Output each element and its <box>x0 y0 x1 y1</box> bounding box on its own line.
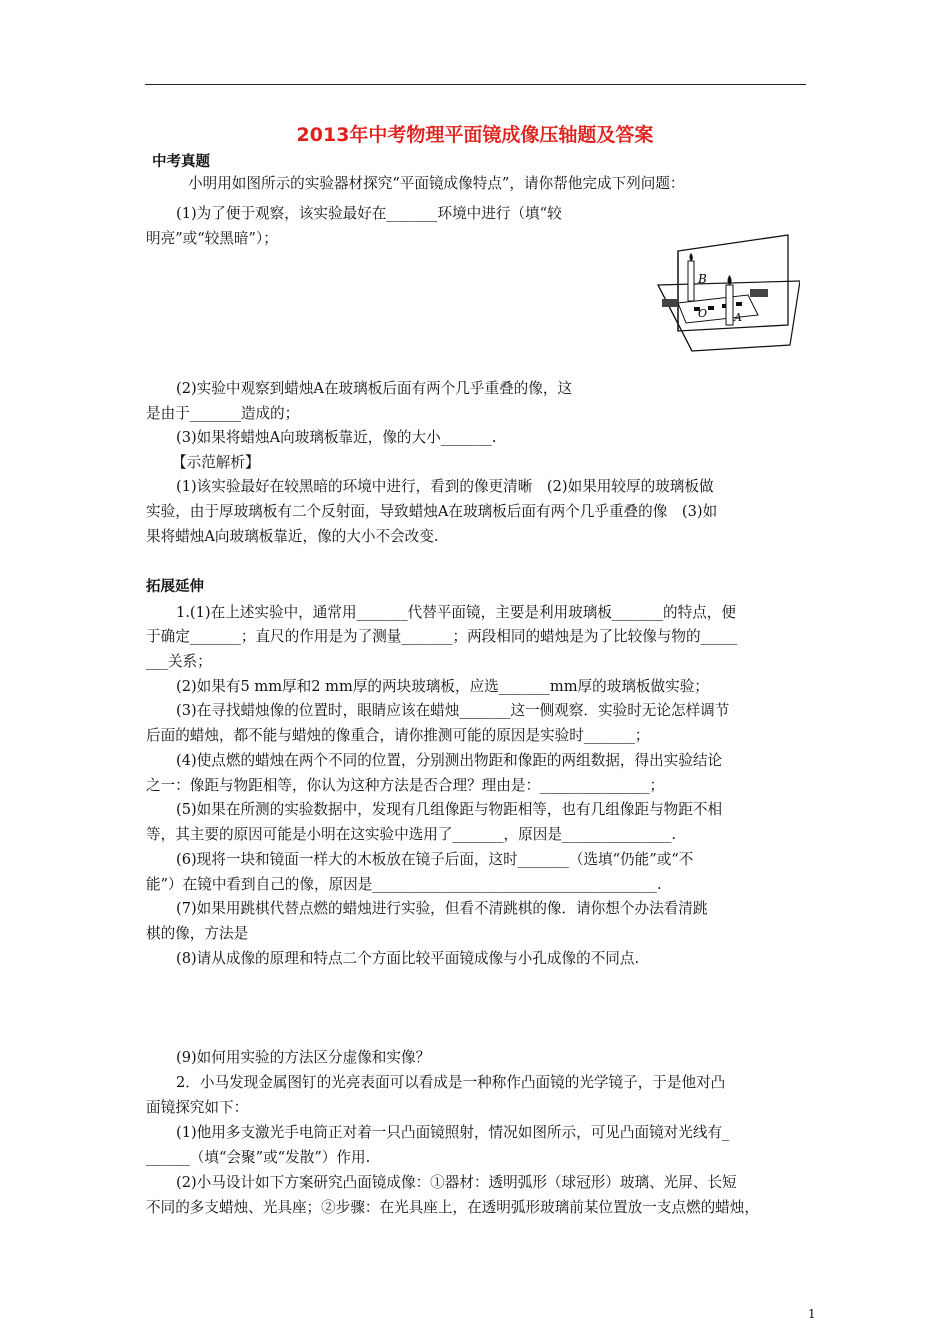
document-title: 2013年中考物理平面镜成像压轴题及答案 <box>296 124 654 146</box>
ext-4-line-1: (4)使点燃的蜡烛在两个不同的位置，分别测出物距和像距的两组数据，得出实验结论 <box>176 752 723 769</box>
ext-2: (2)如果有5 mm厚和2 mm厚的两块玻璃板，应选_______mm厚的玻璃板做实验； <box>176 678 709 695</box>
intro-paragraph: 小明用如图所示的实验器材探究“平面镜成像特点”，请你帮他完成下列问题： <box>188 175 685 192</box>
figure-label-a: A <box>734 311 742 324</box>
ext-1-line-1: 1.(1)在上述实验中，通常用_______代替平面镜，主要是利用玻璃板_______的特点，便 <box>176 604 736 621</box>
ext-7-line-1: (7)如果用跳棋代替点燃的蜡烛进行实验，但看不清跳棋的像．请你想个办法看清跳 <box>176 900 708 917</box>
ext-3-line-1: (3)在寻找蜡烛像的位置时，眼睛应该在蜡烛_______这一侧观察．实验时无论怎样调节 <box>176 702 730 719</box>
problem-2-line-1: 2．小马发现金属图钉的光亮表面可以看成是一种称作凸面镜的光学镜子，于是他对凸 <box>176 1074 726 1091</box>
section-heading-tuozhan: 拓展延伸 <box>146 579 204 595</box>
analysis-line-3: 果将蜡烛A向玻璃板靠近，像的大小不会改变. <box>146 528 439 545</box>
ext-4-line-2: 之一：像距与物距相等，你认为这种方法是否合理？理由是：_______________； <box>146 777 665 794</box>
header-rule <box>145 84 806 85</box>
ext-6-line-1: (6)现将一块和镜面一样大的木板放在镜子后面，这时_______（选填“仍能”或“不 <box>176 851 694 868</box>
ext-7-line-2: 棋的像，方法是 <box>146 925 249 942</box>
ext-5-line-1: (5)如果在所测的实验数据中，发现有几组像距与物距相等，也有几组像距与物距不相 <box>176 801 723 818</box>
ext-5-line-2: 等，其主要的原因可能是小明在这实验中选用了_______，原因是_______________. <box>146 826 677 843</box>
candle-a <box>726 285 733 325</box>
candle-b <box>688 261 694 301</box>
ext-8: (8)请从成像的原理和特点二个方面比较平面镜成像与小孔成像的不同点. <box>176 950 640 967</box>
question-2-line-1: (2)实验中观察到蜡烛A在玻璃板后面有两个几乎重叠的像，这 <box>176 380 573 397</box>
page-number: 1 <box>808 1307 816 1321</box>
problem-2-q1-line-1: (1)他用多支激光手电筒正对着一只凸面镜照射，情况如图所示，可见凸面镜对光线有_ <box>176 1124 730 1141</box>
analysis-line-2: 实验，由于厚玻璃板有二个反射面，导致蜡烛A在玻璃板后面有两个几乎重叠的像 (3)如 <box>146 503 718 520</box>
analysis-line-1: (1)该实验最好在较黑暗的环境中进行，看到的像更清晰 (2)如果用较厚的玻璃板做 <box>176 478 714 495</box>
ext-3-line-2: 后面的蜡烛，都不能与蜡烛的像重合，请你推测可能的原因是实验时_______； <box>146 727 650 744</box>
figure-label-o: O <box>698 307 708 320</box>
ext-9: (9)如何用实验的方法区分虚像和实像？ <box>176 1049 431 1066</box>
problem-2-q2-line-1: (2)小马设计如下方案研究凸面镜成像：①器材：透明弧形（球冠形）玻璃、光屏、长短 <box>176 1174 737 1191</box>
question-1-line-1: (1)为了便于观察，该实验最好在_______环境中进行（填“较 <box>176 205 562 222</box>
ext-6-line-2: 能”）在镜中看到自己的像，原因是_______________________________________. <box>146 876 662 893</box>
question-3: (3)如果将蜡烛A向玻璃板靠近，像的大小_______. <box>176 429 497 446</box>
problem-2-q1-line-2: ______（填“会聚”或“发散”）作用. <box>146 1149 371 1166</box>
section-heading-zhongkao: 中考真题 <box>152 154 210 170</box>
problem-2-line-2: 面镜探究如下： <box>146 1099 249 1116</box>
question-1-line-2: 明亮”或“较黑暗”）； <box>146 230 278 247</box>
figure-label-b: B <box>698 272 707 286</box>
ext-1-line-3: ___关系； <box>146 653 212 670</box>
question-2-line-2: 是由于_______造成的； <box>146 405 300 422</box>
analysis-heading: 【示范解析】 <box>172 454 260 471</box>
experiment-figure <box>650 233 800 355</box>
problem-2-q2-line-2: 不同的多支蜡烛、光具座；②步骤：在光具座上，在透明弧形玻璃前某位置放一支点燃的蜡烛， <box>146 1199 759 1216</box>
ext-1-line-2: 于确定_______；直尺的作用是为了测量_______；两段相同的蜡烛是为了比较像与物的_____ <box>146 628 738 645</box>
